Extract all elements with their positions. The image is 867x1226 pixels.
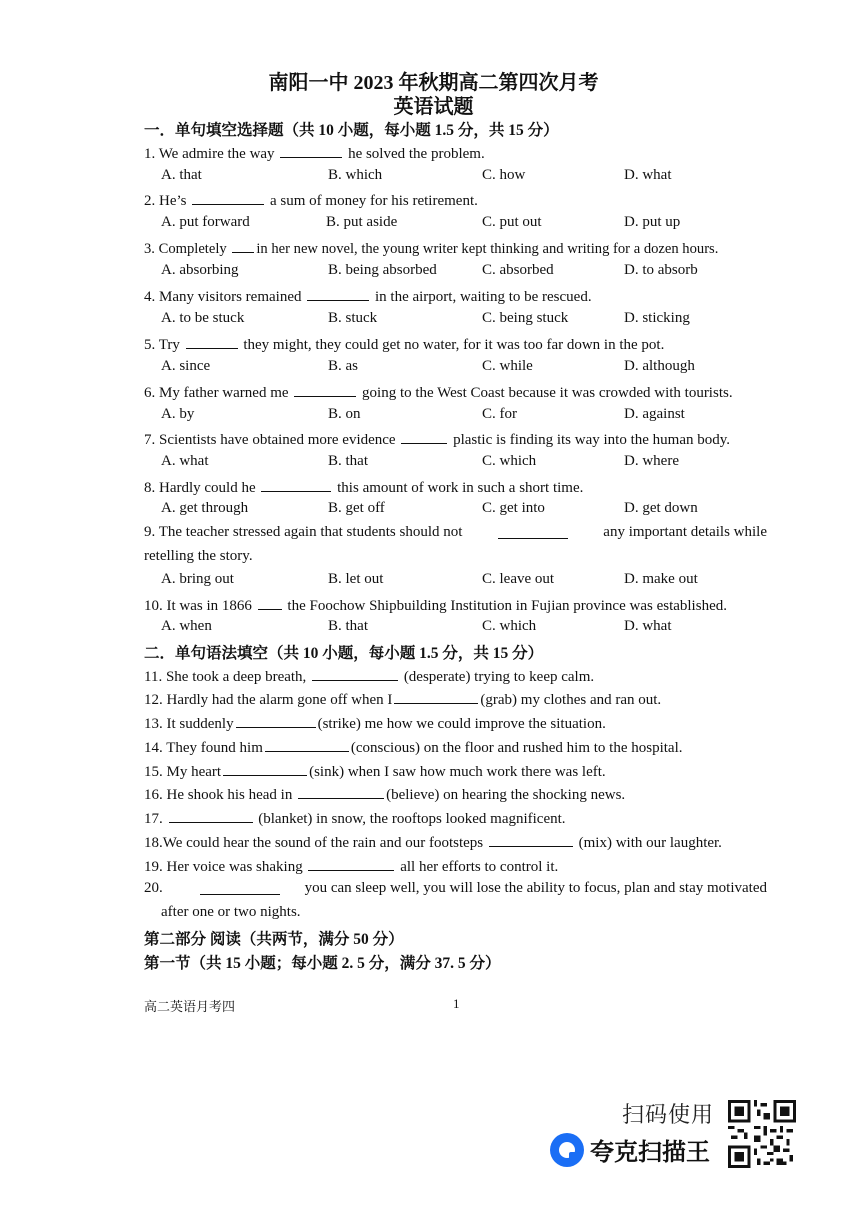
section2-heading: 二．单句语法填空（共 10 小题，每小题 1.5 分，共 15 分） — [144, 645, 544, 662]
question-2: 2. He’s a sum of money for his retirement. — [144, 190, 478, 210]
item-11: 11. She took a deep breath, (desperate) trying to keep calm. — [144, 666, 594, 686]
q1-option-b: B. which — [328, 167, 383, 183]
q1-option-c: C. how — [482, 167, 526, 183]
question-3: 3. Completely in her new novel, the young writer kept thinking and writing for a dozen hours. — [144, 238, 718, 258]
exam-subtitle: 英语试题 — [393, 96, 474, 118]
q6-option-d: D. against — [624, 406, 685, 422]
item-15: 15. My heart (sink) when I saw how much work there was left. — [144, 761, 606, 781]
q5-option-b: B. as — [328, 358, 358, 374]
q9-option-a: A. bring out — [161, 571, 234, 587]
part2-heading: 第二部分 阅读（共两节，满分 50 分） — [144, 931, 404, 948]
q3-option-c: C. absorbed — [482, 262, 554, 278]
qr-code-icon[interactable] — [728, 1100, 796, 1168]
q10-option-a: A. when — [161, 618, 212, 634]
q3-option-a: A. absorbing — [161, 262, 239, 278]
question-1: 1. We admire the way he solved the problem. — [144, 143, 485, 163]
quark-logo-icon — [550, 1133, 584, 1167]
q9-option-c: C. leave out — [482, 571, 555, 587]
q2-option-d: D. put up — [624, 214, 681, 230]
q10-option-b: B. that — [328, 618, 368, 634]
q6-option-c: C. for — [482, 406, 517, 422]
part2-subheading: 第一节（共 15 小题；每小题 2. 5 分，满分 37. 5 分） — [144, 955, 501, 972]
question-9-continued: retelling the story. — [144, 548, 253, 564]
q8-option-c: C. get into — [482, 500, 545, 516]
q10-option-c: C. which — [482, 618, 537, 634]
item-17: 17. (blanket) in snow, the rooftops looked magnificent. — [144, 808, 566, 828]
q1-option-a: A. that — [161, 167, 202, 183]
item-12: 12. Hardly had the alarm gone off when I (grab) my clothes and ran out. — [144, 689, 661, 709]
q6-option-a: A. by — [161, 406, 195, 422]
question-4: 4. Many visitors remained in the airport, waiting to be rescued. — [144, 286, 592, 306]
question-7: 7. Scientists have obtained more evidence plastic is finding its way into the human body. — [144, 429, 730, 449]
item-13: 13. It suddenly (strike) me how we could improve the situation. — [144, 713, 606, 733]
q8-option-d: D. get down — [624, 500, 698, 516]
q2-option-a: A. put forward — [161, 214, 250, 230]
q4-option-a: A. to be stuck — [161, 310, 245, 326]
page-number: 1 — [453, 996, 460, 1011]
q10-option-d: D. what — [624, 618, 672, 634]
scan-caption: 扫码使用 — [622, 1103, 715, 1128]
exam-title: 南阳一中 2023 年秋期高二第四次月考 — [268, 72, 599, 94]
question-9: 9. The teacher stressed again that students should not any important details while — [144, 524, 767, 540]
q3-option-d: D. to absorb — [624, 262, 698, 278]
question-6: 6. My father warned me going to the West Coast because it was crowded with tourists. — [144, 382, 733, 402]
question-8: 8. Hardly could he this amount of work in such a short time. — [144, 477, 583, 497]
q6-option-b: B. on — [328, 406, 361, 422]
q7-option-c: C. which — [482, 453, 537, 469]
item-18: 18.We could hear the sound of the rain and our footsteps (mix) with our laughter. — [144, 832, 722, 852]
q7-option-a: A. what — [161, 453, 209, 469]
q7-option-b: B. that — [328, 453, 368, 469]
q9-option-d: D. make out — [624, 571, 698, 587]
q1-option-d: D. what — [624, 167, 672, 183]
q8-option-b: B. get off — [328, 500, 385, 516]
q4-option-b: B. stuck — [328, 310, 378, 326]
q3-option-b: B. being absorbed — [328, 262, 437, 278]
q2-option-b: B. put aside — [326, 214, 398, 230]
scanner-brand — [550, 1132, 710, 1167]
brand-name: 夸克扫描王 — [590, 1138, 710, 1166]
q5-option-c: C. while — [482, 358, 533, 374]
q4-option-d: D. sticking — [624, 310, 690, 326]
footer-label: 高二英语月考四 — [144, 999, 236, 1014]
item-14: 14. They found him (conscious) on the floor and rushed him to the hospital. — [144, 737, 683, 757]
question-10: 10. It was in 1866 the Foochow Shipbuilding Institution in Fujian province was established. — [144, 595, 727, 615]
q5-option-a: A. since — [161, 358, 211, 374]
q9-option-b: B. let out — [328, 571, 384, 587]
q7-option-d: D. where — [624, 453, 679, 469]
item-16: 16. He shook his head in (believe) on hearing the shocking news. — [144, 784, 625, 804]
item-20: 20. you can sleep well, you will lose the ability to focus, plan and stay motivated — [144, 880, 767, 896]
item-19: 19. Her voice was shaking all her efforts to control it. — [144, 856, 558, 876]
q4-option-c: C. being stuck — [482, 310, 569, 326]
question-5: 5. Try they might, they could get no water, for it was too far down in the pot. — [144, 334, 664, 354]
q2-option-c: C. put out — [482, 214, 542, 230]
item-20-continued: after one or two nights. — [161, 904, 301, 920]
q8-option-a: A. get through — [161, 500, 249, 516]
section1-heading: 一．单句填空选择题（共 10 小题，每小题 1.5 分，共 15 分） — [144, 122, 559, 139]
q5-option-d: D. although — [624, 358, 695, 374]
